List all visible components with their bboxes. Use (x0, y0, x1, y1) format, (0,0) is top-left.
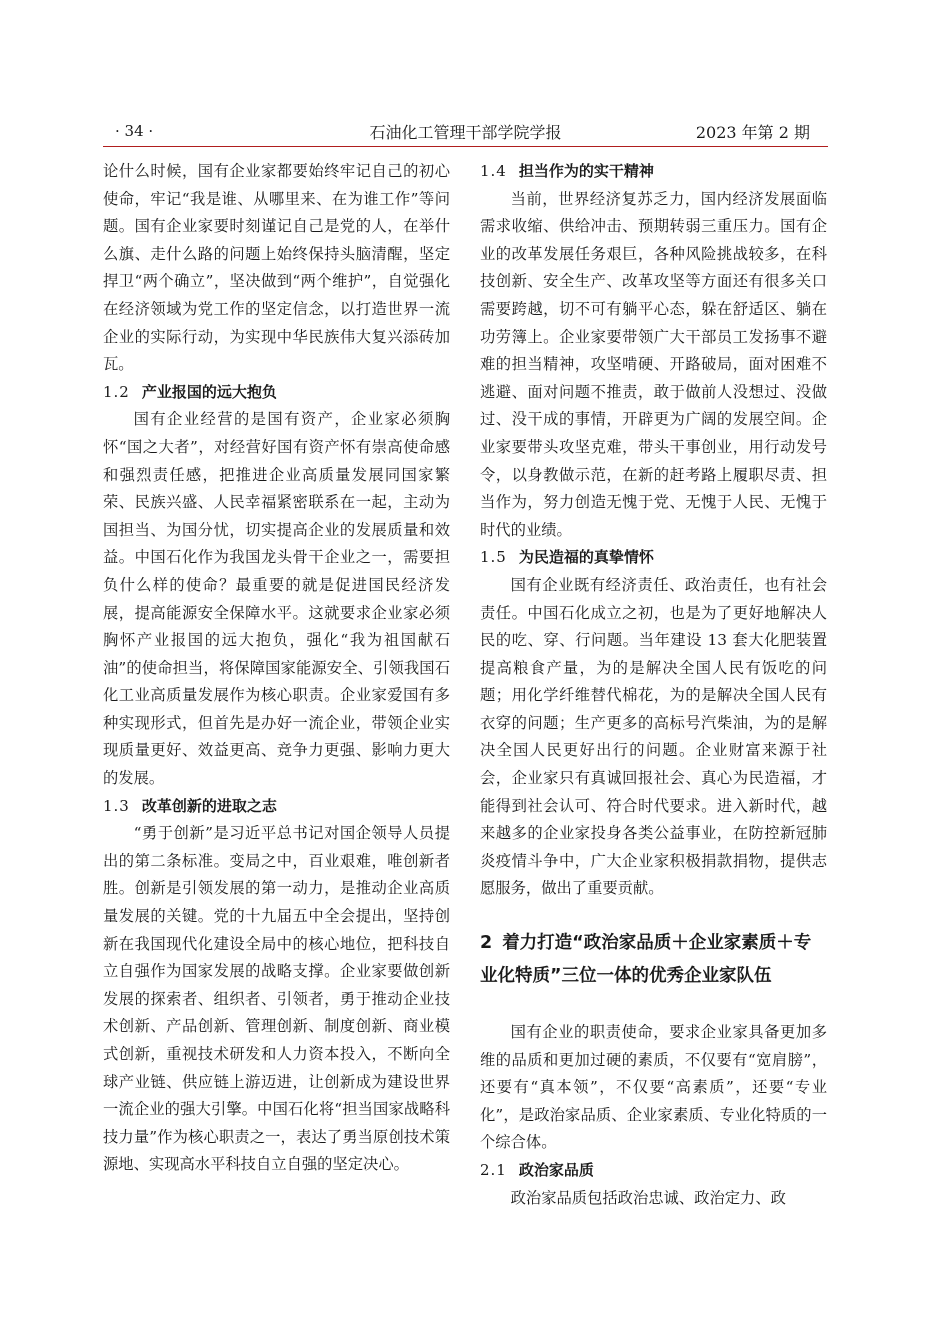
paragraph-1-3: “勇于创新”是习近平总书记对国企领导人员提出的第二条标准。变局之中，百业艰难，唯创新者胜。创新是引领发展的第一动力，是推动企业高质量发展的关键。党的十九届五中全会提出，坚持创新在我国现代化建设全局中的核心地位，把科技自立自强作为国家发展的战略支撑。企业家要做创新发展的探索者、组织者、引领者，勇于推动企业技术创新、产品创新、管理创新、制度创新、商业模式创新，重视技术研发和人力资本投入，不断向全球产业链、供应链上游迈进，让创新成为建设世界一流企业的强大引擎。中国石化将“担当国家战略科技力量”作为核心职责之一，表达了勇当原创技术策源地、实现高水平科技自立自强的坚定决心。 (103, 824, 450, 1174)
section-title: 产业报国的远大抱负 (141, 382, 277, 401)
section-number: 1.4 (480, 162, 507, 180)
header-rule (103, 146, 828, 147)
section-number: 2.1 (480, 1161, 507, 1179)
journal-title: 石油化工管理干部学院学报 (369, 123, 562, 142)
paragraph-continued: 论什么时候，国有企业家都要始终牢记自己的初心使命，牢记“我是谁、从哪里来、在为谁工作”等问题。国有企业家要时刻谨记自己是党的人，在举什么旗、走什么路的问题上始终保持头脑清醒，坚定捍卫“两个确立”，坚决做到“两个维护”，自觉强化在经济领域为党工作的坚定信念，以打造世界一流企业的实际行动，为实现中华民族伟大复兴添砖加瓦。 (103, 162, 450, 374)
section-number: 1.2 (103, 382, 130, 401)
section-title: 政治家品质 (518, 1161, 594, 1179)
left-column (103, 158, 450, 1179)
section-heading-2 (480, 927, 827, 993)
section-number: 1.5 (480, 548, 507, 567)
right-column (480, 158, 827, 1212)
paragraph-2-1: 政治家品质包括政治忠诚、政治定力、政 (510, 1188, 786, 1207)
section-heading-2-1 (480, 1157, 827, 1185)
section-heading-1-5 (480, 544, 827, 572)
section-heading-1-3 (103, 793, 450, 821)
paragraph-1-2: 国有企业经营的是国有资产，企业家必须胸怀“国之大者”，对经营好国有资产怀有崇高使命感和强烈责任感，把推进企业高质量发展同国家繁荣、民族兴盛、人民幸福紧密联系在一起，主动为国担当、为国分忧，切实提高企业的发展质量和效益。中国石化作为我国龙头骨干企业之一，需要担负什么样的使命？最重要的就是促进国民经济发展，提高能源安全保障水平。这就要求企业家必须胸怀产业报国的远大抱负，强化“我为祖国献石油”的使命担当，将保障国家能源安全、引领我国石化工业高质量发展作为核心职责。企业家爱国有多种实现形式，但首先是办好一流企业，带领企业实现质量更好、效益更高、竞争力更强、影响力更大的发展。 (103, 410, 450, 788)
paragraph-2: 国有企业的职责使命，要求企业家具备更加多维的品质和更加过硬的素质，不仅要有“宽肩膀”，还要有“真本领”，不仅要“高素质”，还要“专业化”，是政治家品质、企业家素质、专业化特质的一个综合体。 (480, 1023, 827, 1152)
section-title: 着力打造“政治家品质＋企业家素质＋专业化特质”三位一体的优秀企业家队伍 (480, 933, 812, 987)
section-heading-1-2 (103, 379, 450, 407)
section-title: 为民造福的真挚情怀 (518, 548, 654, 567)
page-number: · 34 · (115, 122, 154, 140)
section-number: 2 (480, 933, 493, 954)
section-title: 担当作为的实干精神 (518, 162, 654, 180)
page-header (103, 118, 828, 144)
paragraph-1-5: 国有企业既有经济责任、政治责任，也有社会责任。中国石化成立之初，也是为了更好地解决人民的吃、穿、行问题。当年建设 13 套大化肥装置提高粮食产量，为的是解决全国人民有饭吃的问题；用化学纤维替代棉花，为的是解决全国人民有衣穿的问题；生产更多的高标号汽柴油，为的是解决全国人民更好出行的问题。企业财富来源于社会，企业家只有真诚回报社会、真心为民造福，才能得到社会认可、符合时代要求。进入新时代，越来越多的企业家投身各类公益事业，在防控新冠肺炎疫情斗争中，广大企业家积极捐款捐物，提供志愿服务，做出了重要贡献。 (480, 575, 827, 898)
section-title: 改革创新的进取之志 (141, 796, 277, 815)
paragraph-1-4: 当前，世界经济复苏乏力，国内经济发展面临需求收缩、供给冲击、预期转弱三重压力。国有企业的改革发展任务艰巨，各种风险挑战较多，在科技创新、安全生产、改革攻坚等方面还有很多关口需要跨越，切不可有躺平心态，躲在舒适区、躺在功劳簿上。企业家要带领广大干部员工发扬事不避难的担当精神，攻坚啃硬、开路破局，面对困难不逃避、面对问题不推责，敢于做前人没想过、没做过、没干成的事情，开辟更为广阔的发展空间。企业家要带头攻坚克难，带头干事创业，用行动发号令，以身教做示范，在新的赶考路上履职尽责、担当作为，努力创造无愧于党、无愧于人民、无愧于时代的业绩。 (480, 189, 827, 539)
section-heading-1-4 (480, 158, 827, 186)
issue-label: 2023 年第 2 期 (695, 123, 810, 142)
section-number: 1.3 (103, 796, 130, 815)
